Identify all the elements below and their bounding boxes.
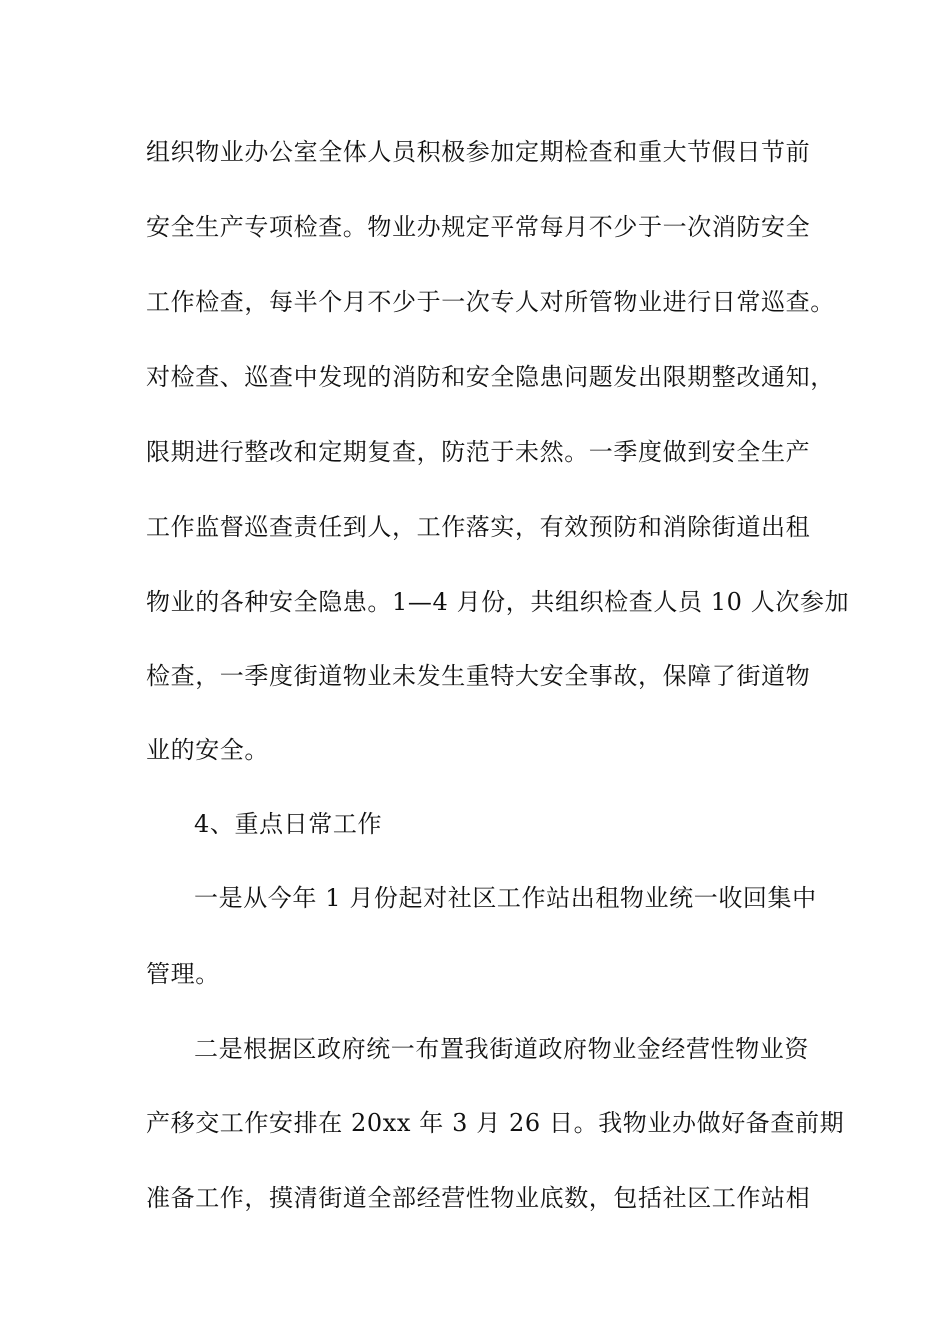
paragraph-line: 物业的各种安全隐患。1—4 月份，共组织检查人员 10 人次参加	[146, 588, 850, 616]
paragraph-line: 管理。	[146, 960, 220, 988]
paragraph-line: 安全生产专项检查。物业办规定平常每月不少于一次消防安全	[146, 213, 811, 241]
paragraph-line: 组织物业办公室全体人员积极参加定期检查和重大节假日节前	[146, 138, 811, 166]
paragraph-line: 限期进行整改和定期复查，防范于未然。一季度做到安全生产	[146, 438, 811, 466]
paragraph-line: 对检查、巡查中发现的消防和安全隐患问题发出限期整改通知，	[146, 363, 835, 391]
paragraph-line: 工作监督巡查责任到人，工作落实，有效预防和消除街道出租	[146, 513, 811, 541]
paragraph-line: 产移交工作安排在 20xx 年 3 月 26 日。我物业办做好备查前期	[146, 1109, 845, 1137]
paragraph-line: 业的安全。	[146, 736, 269, 764]
paragraph-line: 检查，一季度街道物业未发生重特大安全事故，保障了街道物	[146, 662, 811, 690]
paragraph-line: 工作检查，每半个月不少于一次专人对所管物业进行日常巡查。	[146, 288, 835, 316]
section-heading: 4、重点日常工作	[194, 810, 383, 838]
paragraph-line: 二是根据区政府统一布置我街道政府物业金经营性物业资	[194, 1035, 809, 1063]
paragraph-line: 一是从今年 1 月份起对社区工作站出租物业统一收回集中	[194, 884, 817, 912]
paragraph-line: 准备工作，摸清街道全部经营性物业底数，包括社区工作站相	[146, 1184, 811, 1212]
